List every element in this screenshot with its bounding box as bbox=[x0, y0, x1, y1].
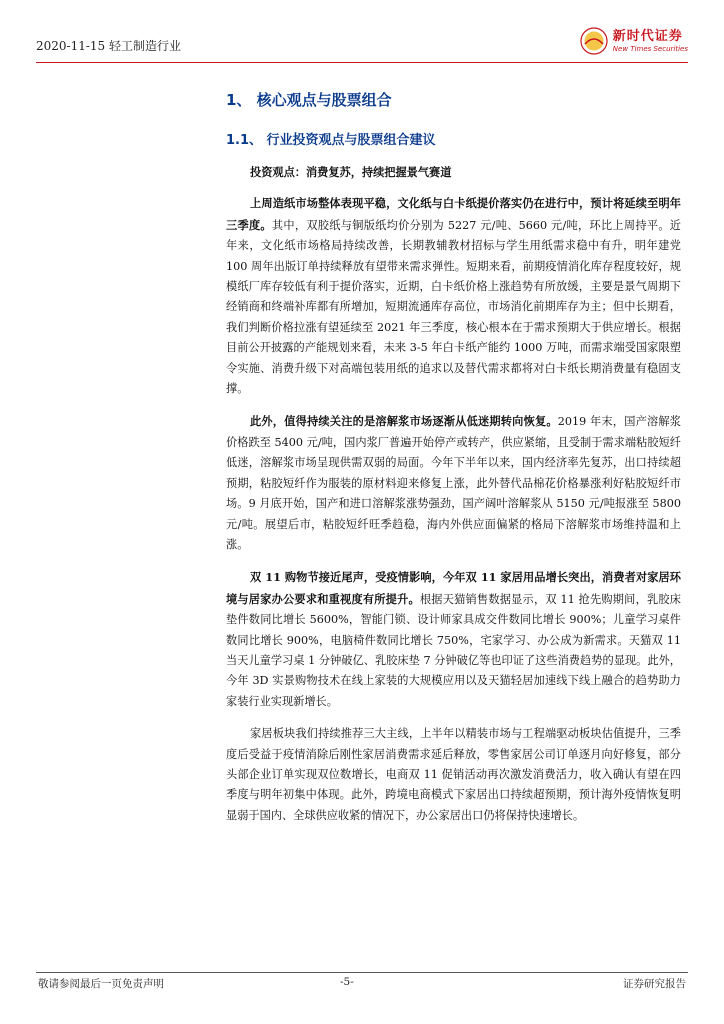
page-header bbox=[36, 28, 688, 60]
page-number: -5- bbox=[340, 976, 354, 988]
company-logo bbox=[579, 26, 688, 56]
paragraph-emphasis: 双 11 购物节接近尾声，受疫情影响，今年双 11 家居用品增长突出，消费者对家居环境与居家办公要求和重视度有所提升。 bbox=[226, 570, 681, 606]
header-date-industry: 2020-11-15 轻工制造行业 bbox=[36, 39, 182, 53]
footer-report-type: 证券研究报告 bbox=[623, 978, 686, 990]
paragraph-emphasis: 此外，值得持续关注的是溶解浆市场逐渐从低迷期转向恢复。 bbox=[250, 414, 558, 429]
logo-english-name: New Times Securities bbox=[612, 44, 688, 53]
footer-disclaimer: 敬请参阅最后一页免责声明 bbox=[38, 978, 164, 990]
paragraph-emphasis: 上周造纸市场整体表现平稳，文化纸与白卡纸提价落实仍在进行中，预计将延续至明年三季度。 bbox=[226, 196, 681, 232]
section-heading: 1、 核心观点与股票组合 bbox=[226, 91, 392, 109]
investment-view-lead: 投资观点：消费复苏，持续把握景气赛道 bbox=[250, 165, 452, 179]
header-rule bbox=[36, 62, 688, 63]
paragraph-home-furnishing: 家居板块我们持续推荐三大主线，上半年以精装市场与工程端驱动板块估值提升，三季度后受益于疫情消除后刚性家居消费需求延后释放，零售家居公司订单逐月向好修复，部分头部企业订单实现双位数增长，电商双 11 促销活动再次激发消费活力，收入确认有望在四季度与明年初集中体现。此外，跨境电商模式下家居出口持续超预期，预计海外疫情恢复明显弱于国内、全球供应收紧的情况下，办公家居出口仍将保持快速增长。 bbox=[226, 727, 681, 822]
report-body bbox=[226, 158, 681, 838]
logo-chinese-name: 新时代证券 bbox=[612, 28, 683, 44]
footer-rule bbox=[36, 972, 688, 973]
paragraph-double-11: 双 11 购物节接近尾声，受疫情影响，今年双 11 家居用品增长突出，消费者对家居环境与居家办公要求和重视度有所提升。根据天猫销售数据显示，双 11 抢先购期间，乳胶床垫件数同比增长 5600%，智能门锁、设计师家具成交件数同比增长 900%；儿童学习桌件数同比增长 900%，电脑椅件数同比增长 750%，宅家学习、办公成为新需求。天猫双 11 当天儿童学习桌 1 分钟破亿、乳胶床垫 7 分钟破亿等也印证了这些消费趋势的显现。此外，今年 3D 实景购物技术在线上家装的大规模应用以及天猫轻居加速线下线上融合的趋势助力家装行业实现新增长。 bbox=[226, 570, 681, 708]
paragraph-dissolving-pulp: 此外，值得持续关注的是溶解浆市场逐渐从低迷期转向恢复。2019 年末，国产溶解浆价格跌至 5400 元/吨，国内浆厂普遍开始停产或转产，供应紧缩，且受制于需求端粘胶短纤低迷，溶解浆市场呈现供需双弱的局面。今年下半年以来，国内经济率先复苏，出口持续超预期，粘胶短纤作为服装的原材料迎来修复上涨，此外替代品棉花价格暴涨利好粘胶短纤市场。9 月底开始，国产和进口溶解浆涨势强劲，国产阔叶溶解浆从 5150 元/吨报涨至 5800 元/吨。展望后市，粘胶短纤旺季趋稳，海内外供应面偏紧的格局下溶解浆市场维持温和上涨。 bbox=[226, 414, 681, 551]
paragraph-paper-market: 上周造纸市场整体表现平稳，文化纸与白卡纸提价落实仍在进行中，预计将延续至明年三季度。其中，双胶纸与铜版纸均价分别为 5227 元/吨、5660 元/吨，环比上周持平。近年来，文化纸市场格局持续改善，长期教辅教材招标与学生用纸需求稳中有升，明年建党 100 周年出版订单持续释放有望带来需求弹性。短期来看，前期疫情消化库存程度较好，规模纸厂库存较低有利于提价落实，近期，白卡纸价格上涨趋势有所放缓，主要是景气周期下经销商和终端补库都有所增加，短期流通库存高位，市场消化前期库存为主；但中长期看，我们判断价格拉涨有望延续至 2021 年三季度，核心根本在于需求预期大于供应增长。根据目前公开披露的产能规划来看，未来 3-5 年白卡纸产能约 1000 万吨，而需求端受国家限塑令实施、消费升级下对高端包装用纸的追求以及替代需求都将对白卡纸长期消费量有稳固支撑。 bbox=[226, 196, 681, 396]
logo-mark-icon bbox=[579, 26, 609, 56]
subsection-heading: 1.1、 行业投资观点与股票组合建议 bbox=[226, 133, 436, 148]
